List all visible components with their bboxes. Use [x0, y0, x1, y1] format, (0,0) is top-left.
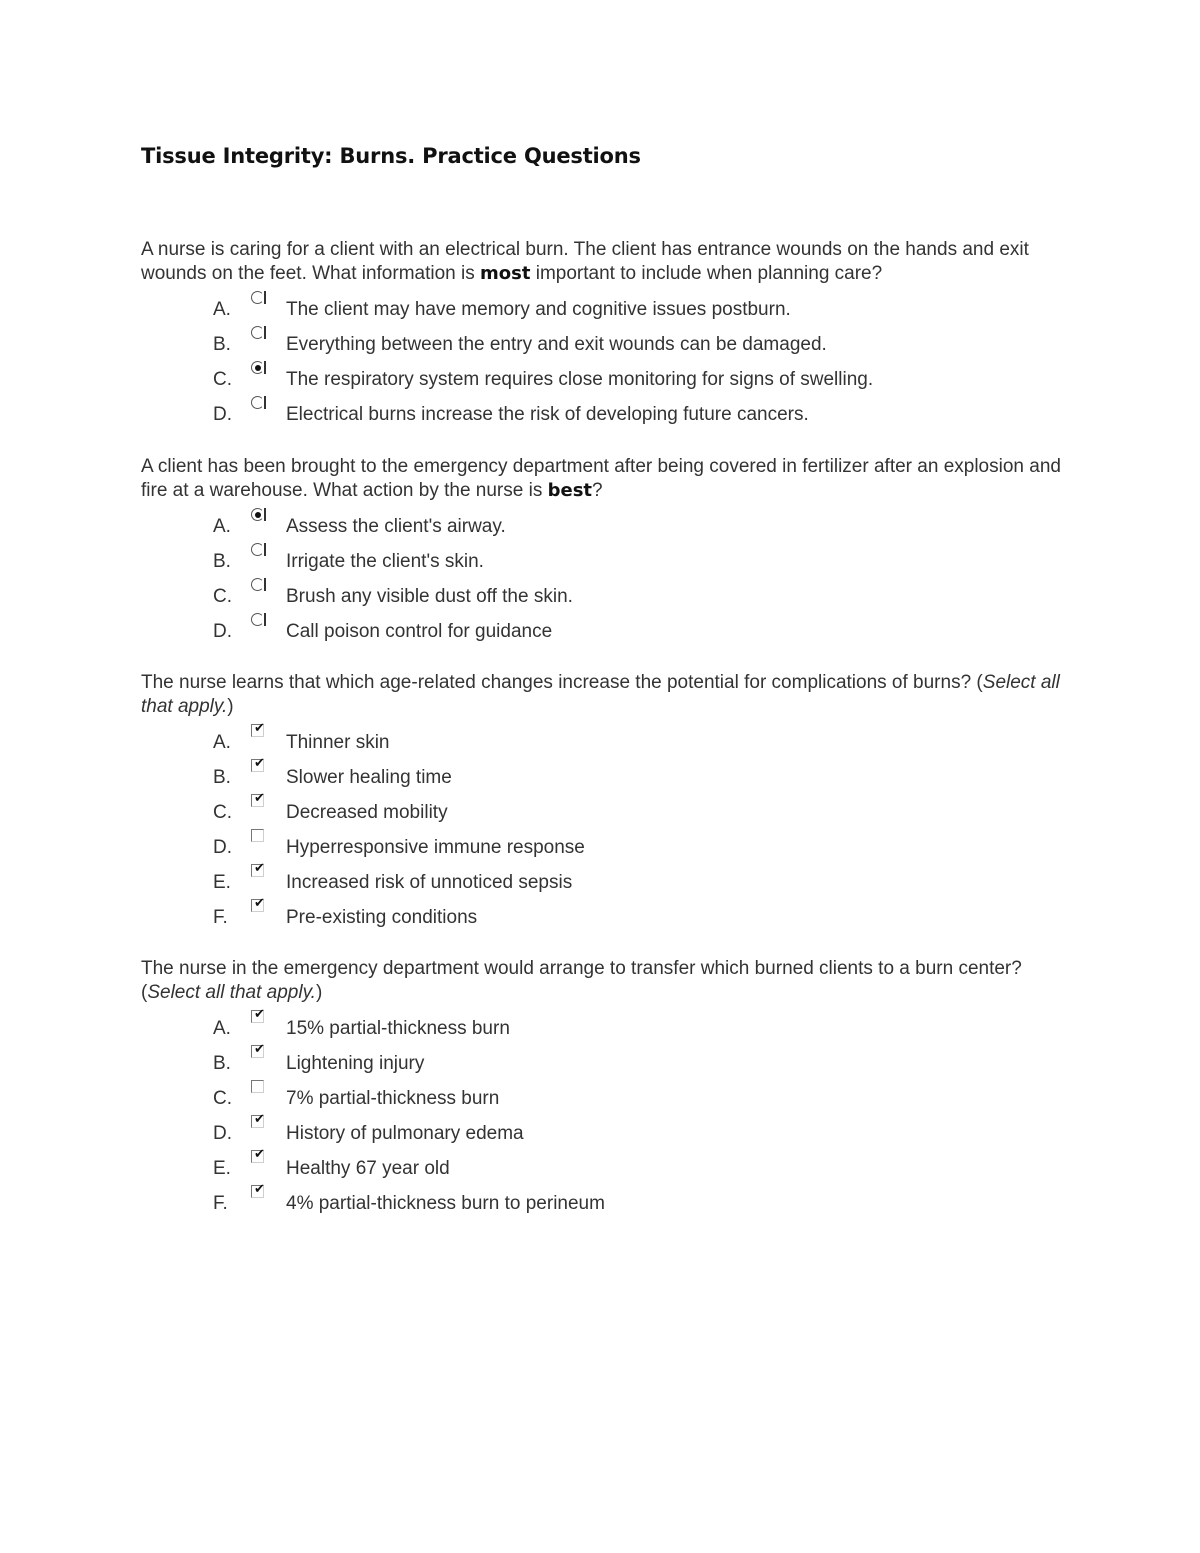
- option-letter: E.: [213, 872, 231, 893]
- option-text: Pre-existing conditions: [286, 907, 478, 928]
- question-3: [141, 671, 1071, 940]
- checkbox[interactable]: [251, 756, 265, 772]
- checkbox[interactable]: [251, 1182, 265, 1198]
- checkmark-icon: ✔: [254, 791, 265, 806]
- checkbox[interactable]: [251, 1147, 265, 1163]
- checkmark-icon: ✔: [254, 1147, 265, 1162]
- answer-option: [141, 721, 1071, 765]
- question-stem: A client has been brought to the emergency department after being covered in fertilizer after an explosion and fire at a warehouse. What action by the nurse is best?: [141, 456, 1061, 501]
- option-letter: D.: [213, 404, 232, 425]
- option-letter: A.: [213, 299, 231, 320]
- option-letter: D.: [213, 1123, 232, 1144]
- answer-option: [141, 835, 1071, 870]
- answer-option: [141, 549, 1071, 584]
- option-text: Everything between the entry and exit wounds can be damaged.: [286, 334, 827, 355]
- checkbox[interactable]: [251, 1007, 265, 1023]
- checkmark-icon: ✔: [254, 861, 265, 876]
- option-letter: F.: [213, 907, 228, 928]
- option-text: History of pulmonary edema: [286, 1123, 524, 1144]
- answer-option: [141, 896, 1071, 940]
- checkbox[interactable]: [251, 1042, 265, 1058]
- checkbox[interactable]: [251, 861, 265, 877]
- question-4: [141, 957, 1071, 1226]
- radio-button[interactable]: [251, 326, 264, 339]
- answer-option: [141, 402, 1071, 437]
- option-text: Thinner skin: [286, 732, 390, 753]
- radio-button[interactable]: [251, 291, 264, 304]
- radio-button[interactable]: [251, 508, 264, 521]
- option-letter: C.: [213, 802, 232, 823]
- question-1: [141, 238, 1071, 437]
- question-stem: A nurse is caring for a client with an electrical burn. The client has entrance wounds on the hands and exit wounds on the feet. What information is most important to include when planning care?: [141, 239, 1029, 284]
- option-text: Assess the client's airway.: [286, 516, 506, 537]
- answer-option: [141, 791, 1071, 835]
- option-letter: C.: [213, 369, 232, 390]
- checkbox[interactable]: [251, 829, 264, 842]
- checkmark-icon: ✔: [254, 756, 265, 771]
- answer-option: [141, 367, 1071, 402]
- radio-button[interactable]: [251, 578, 264, 591]
- option-text: Irrigate the client's skin.: [286, 551, 484, 572]
- answer-option: [141, 584, 1071, 619]
- checkbox[interactable]: [251, 791, 265, 807]
- option-letter: E.: [213, 1158, 231, 1179]
- option-text: Brush any visible dust off the skin.: [286, 586, 573, 607]
- question-stem: The nurse learns that which age-related changes increase the potential for complications of burns? (Select all that apply.): [141, 672, 1060, 717]
- radio-button[interactable]: [251, 613, 264, 626]
- option-text: Decreased mobility: [286, 802, 448, 823]
- page-title: Tissue Integrity: Burns. Practice Questions: [141, 144, 641, 168]
- checkbox[interactable]: [251, 721, 265, 737]
- checkmark-icon: ✔: [254, 1182, 265, 1197]
- answer-option: [141, 1112, 1071, 1156]
- answer-option: [141, 1042, 1071, 1086]
- answer-option: [141, 1007, 1071, 1051]
- option-letter: F.: [213, 1193, 228, 1214]
- answer-option: [141, 332, 1071, 367]
- option-text: Increased risk of unnoticed sepsis: [286, 872, 573, 893]
- option-letter: B.: [213, 1053, 231, 1074]
- option-letter: A.: [213, 516, 231, 537]
- option-text: Healthy 67 year old: [286, 1158, 450, 1179]
- option-letter: D.: [213, 621, 232, 642]
- checkmark-icon: ✔: [254, 1112, 265, 1127]
- option-letter: D.: [213, 837, 232, 858]
- answer-options: [141, 514, 1071, 654]
- option-letter: C.: [213, 1088, 232, 1109]
- option-text: Electrical burns increase the risk of developing future cancers.: [286, 404, 809, 425]
- answer-options: [141, 721, 1071, 940]
- option-text: 15% partial-thickness burn: [286, 1018, 510, 1039]
- answer-options: [141, 297, 1071, 437]
- answer-option: [141, 514, 1071, 549]
- option-letter: C.: [213, 586, 232, 607]
- answer-option: [141, 756, 1071, 800]
- option-letter: B.: [213, 551, 231, 572]
- checkmark-icon: ✔: [254, 896, 265, 911]
- checkmark-icon: ✔: [254, 1007, 265, 1022]
- radio-button[interactable]: [251, 396, 264, 409]
- option-text: Hyperresponsive immune response: [286, 837, 585, 858]
- question-stem: The nurse in the emergency department would arrange to transfer which burned clients to a burn center? (Select all that apply.): [141, 958, 1022, 1003]
- option-text: Slower healing time: [286, 767, 452, 788]
- radio-button[interactable]: [251, 361, 264, 374]
- answer-option: [141, 861, 1071, 905]
- answer-option: [141, 1182, 1071, 1226]
- option-text: 7% partial-thickness burn: [286, 1088, 500, 1109]
- option-letter: B.: [213, 334, 231, 355]
- option-text: The respiratory system requires close monitoring for signs of swelling.: [286, 369, 874, 390]
- checkmark-icon: ✔: [254, 1042, 265, 1057]
- option-text: Call poison control for guidance: [286, 621, 553, 642]
- checkbox[interactable]: [251, 1080, 264, 1093]
- answer-option: [141, 297, 1071, 332]
- question-2: [141, 455, 1071, 654]
- answer-option: [141, 1086, 1071, 1121]
- option-text: The client may have memory and cognitive issues postburn.: [286, 299, 791, 320]
- option-letter: A.: [213, 732, 231, 753]
- option-text: 4% partial-thickness burn to perineum: [286, 1193, 605, 1214]
- checkbox[interactable]: [251, 896, 265, 912]
- answer-option: [141, 619, 1071, 654]
- option-text: Lightening injury: [286, 1053, 425, 1074]
- checkmark-icon: ✔: [254, 721, 265, 736]
- checkbox[interactable]: [251, 1112, 265, 1128]
- answer-option: [141, 1147, 1071, 1191]
- option-letter: A.: [213, 1018, 231, 1039]
- radio-button[interactable]: [251, 543, 264, 556]
- answer-options: [141, 1007, 1071, 1226]
- option-letter: B.: [213, 767, 231, 788]
